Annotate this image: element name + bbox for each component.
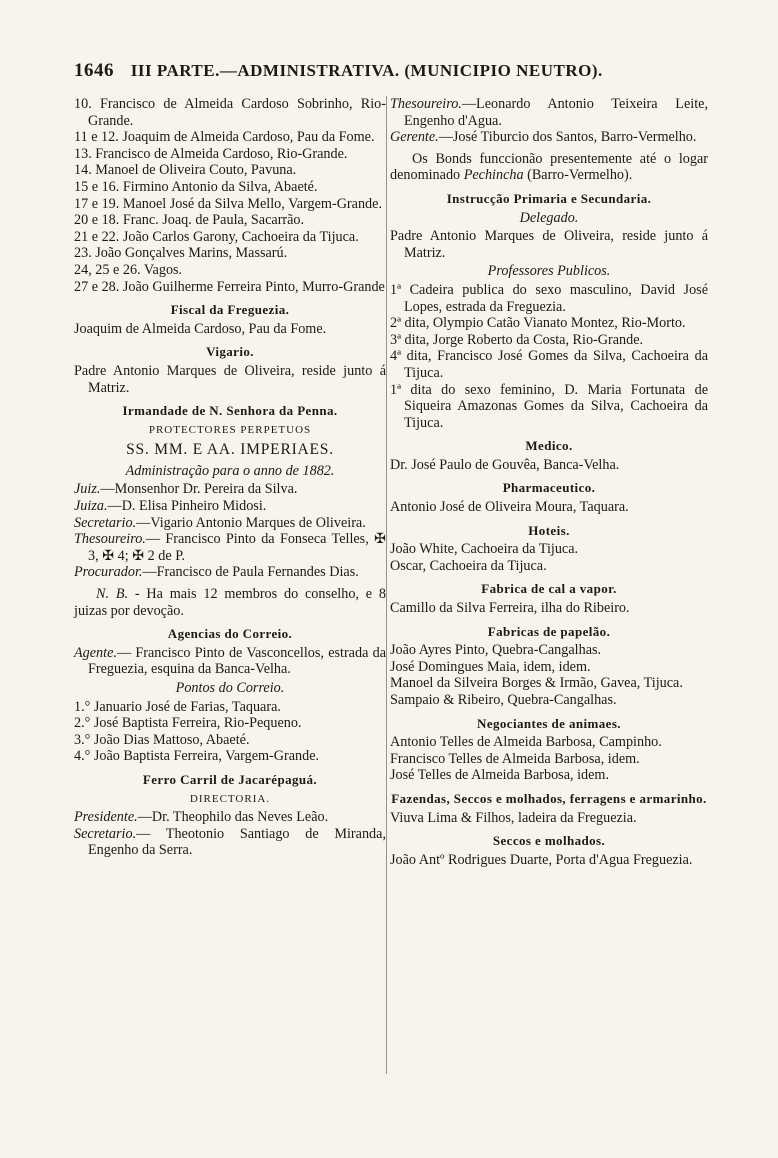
gerente-entry (390, 129, 708, 146)
presidente-label: Presidente. (74, 809, 138, 826)
right-column (390, 96, 708, 868)
protectores-heading: PROTECTORES PERPETUOS (148, 423, 312, 436)
fazendas-heading: Fazendas, Seccos e molhados, ferragens e armarinho. (391, 790, 707, 806)
bonds-note (390, 151, 708, 184)
cal-text: Camillo da Silva Ferreira, ilha do Ribeiro. (390, 600, 630, 617)
papelao-item: Manoel da Silveira Borges & Irmão, Gavea, Tijuca. (390, 675, 683, 692)
professor-item: 2ª dita, Olympio Catão Vianato Montez, Rio-Morto. (390, 315, 686, 332)
thesoureiro-r-entry (390, 96, 708, 129)
list-item: 15 e 16. Firmino Antonio da Silva, Abaeté. (74, 178, 318, 195)
column-divider (386, 96, 387, 1074)
irmandade-heading: Irmandade de N. Senhora da Penna. (122, 403, 338, 419)
seccos-text: João Antº Rodrigues Duarte, Porta d'Agua Freguezia. (390, 851, 693, 868)
ferro-carril-heading: Ferro Carril de Jacarépaguá. (142, 771, 318, 787)
medico-text: Dr. José Paulo de Gouvêa, Banca-Velha. (390, 456, 620, 473)
imperiaes-line: SS. MM. E AA. IMPERIAES. (126, 441, 334, 459)
agente-text: — Francisco Pinto de Vasconcellos, estrada da Freguezia, esquina da Banca-Velha. (88, 644, 386, 678)
secretario2-text: — Theotonio Santiago de Miranda, Engenho da Serra. (88, 825, 386, 859)
procurador-label: Procurador. (74, 564, 143, 581)
fiscal-heading: Fiscal da Freguezia. (170, 302, 290, 318)
list-item: 21 e 22. João Carlos Garony, Cachoeira da Tijuca. (74, 228, 359, 245)
ponto-item: 1.° Januario José de Farias, Taquara. (74, 698, 281, 715)
hoteis-heading: Hoteis. (528, 522, 570, 538)
professor-item: 3ª dita, Jorge Roberto da Costa, Rio-Grande. (390, 331, 644, 348)
animaes-item: Antonio Telles de Almeida Barbosa, Campinho. (390, 734, 662, 751)
medico-heading: Medico. (525, 438, 573, 454)
left-column (74, 96, 386, 859)
vigario-text: Padre Antonio Marques de Oliveira, reside junto á Matriz. (74, 362, 386, 396)
gerente-label: Gerente. (390, 129, 439, 146)
nb-note (74, 586, 386, 619)
agente-entry (74, 645, 386, 678)
papelao-item: João Ayres Pinto, Quebra-Cangalhas. (390, 642, 602, 659)
animaes-item: Francisco Telles de Almeida Barbosa, idem. (390, 750, 640, 767)
pharma-text: Antonio José de Oliveira Moura, Taquara. (390, 499, 629, 516)
instrucao-heading: Instrucção Primaria e Secundaria. (446, 190, 652, 206)
list-item: 10. Francisco de Almeida Cardoso Sobrinho, Rio-Grande. (74, 96, 386, 129)
pontos-heading: Pontos do Correio. (175, 680, 285, 696)
ponto-item: 2.° José Baptista Ferreira, Rio-Pequeno. (74, 715, 302, 732)
animaes-heading: Negociantes de animaes. (477, 715, 621, 731)
page-header (74, 60, 714, 82)
seccos-heading: Seccos e molhados. (492, 833, 606, 849)
juiza-text: —D. Elisa Pinheiro Midosi. (107, 498, 267, 515)
professor-item: 4ª dita, Francisco José Gomes da Silva, Cachoeira da Tijuca. (390, 348, 708, 381)
page-number: 1646 (74, 60, 114, 81)
nb-text: - Ha mais 12 membros do conselho, e 8 juizas por devoção. (74, 586, 386, 619)
list-item: 17 e 19. Manoel José da Silva Mello, Vargem-Grande. (74, 195, 382, 212)
professores-heading: Professores Publicos. (487, 263, 611, 280)
presidente-entry (74, 809, 386, 826)
bonds-end: (Barro-Vermelho). (523, 167, 633, 184)
ponto-item: 4.° João Baptista Ferreira, Vargem-Grande. (74, 748, 320, 765)
professor-item: 1ª Cadeira publica do sexo masculino, David José Lopes, estrada da Freguezia. (390, 281, 708, 315)
cal-heading: Fabrica de cal a vapor. (481, 581, 617, 597)
pharma-heading: Pharmaceutico. (502, 480, 596, 496)
fiscal-text: Joaquim de Almeida Cardoso, Pau da Fome. (74, 320, 327, 337)
juiz-label: Juiz. (74, 481, 101, 498)
secretario2-entry (74, 826, 386, 859)
page-title: III PARTE.—ADMINISTRATIVA. (MUNICIPIO NEUTRO). (130, 61, 603, 80)
agente-label: Agente. (74, 644, 117, 661)
thesoureiro-entry (74, 531, 386, 564)
delegado-text: Padre Antonio Marques de Oliveira, reside junto á Matriz. (390, 228, 708, 261)
list-item: 23. João Gonçalves Marins, Massarú. (74, 245, 288, 262)
secretario2-label: Secretario. (74, 825, 137, 842)
thesoureiro-label: Thesoureiro. (74, 531, 146, 548)
list-item: 11 e 12. Joaquim de Almeida Cardoso, Pau da Fome. (74, 129, 375, 146)
fazendas-text: Viuva Lima & Filhos, ladeira da Freguezia. (390, 809, 637, 826)
procurador-text: —Francisco de Paula Fernandes Dias. (142, 564, 359, 581)
admin-heading: Administração para o anno de 1882. (125, 462, 335, 479)
hotel-item: João White, Cachoeira da Tijuca. (390, 541, 579, 558)
nb-label: N. B. (96, 586, 129, 603)
papelao-heading: Fabricas de papelão. (487, 623, 611, 639)
secretario-entry (74, 515, 386, 532)
papelao-item: José Domingues Maia, idem, idem. (390, 658, 591, 675)
juiza-label: Juiza. (74, 498, 108, 515)
hotel-item: Oscar, Cachoeira da Tijuca. (390, 557, 547, 574)
papelao-item: Sampaio & Ribeiro, Quebra-Cangalhas. (390, 692, 617, 708)
presidente-text: —Dr. Theophilo das Neves Leão. (137, 809, 329, 826)
ponto-item: 3.° João Dias Mattoso, Abaeté. (74, 731, 250, 748)
list-item: 20 e 18. Franc. Joaq. de Paula, Sacarrão. (74, 212, 305, 229)
professor-item: 1ª dita do sexo feminino, D. Maria Fortunata de Siqueira Amazonas Gomes da Silva, Cachoeira da Tijuca. (390, 381, 708, 431)
secretario-text: —Vigario Antonio Marques de Oliveira. (136, 514, 366, 531)
list-item: 24, 25 e 26. Vagos. (74, 261, 183, 278)
juiz-text: —Monsenhor Dr. Pereira da Silva. (100, 481, 298, 498)
list-item: 14. Manoel de Oliveira Couto, Pavuna. (74, 162, 297, 179)
thesoureiro-r-label: Thesoureiro. (390, 96, 462, 112)
juiza-entry (74, 498, 386, 515)
thesoureiro-text: — Francisco Pinto da Fonseca Telles, ✠ 3, ✠ 4; ✠ 2 de P. (88, 531, 386, 564)
bonds-text: Os Bonds funccionão presentemente até o logar denominado (390, 150, 708, 184)
vigario-heading: Vigario. (206, 344, 254, 360)
procurador-entry (74, 564, 386, 581)
directoria-heading: DIRECTORIA. (189, 792, 271, 805)
list-item: 13. Francisco de Almeida Cardoso, Rio-Grande. (74, 145, 348, 162)
gerente-text: —José Tiburcio dos Santos, Barro-Vermelho. (438, 129, 697, 146)
list-item: 27 e 28. João Guilherme Ferreira Pinto, Murro-Grande (74, 278, 385, 295)
secretario-label: Secretario. (74, 514, 137, 531)
juiz-entry (74, 481, 386, 498)
bonds-place: Pechincha (463, 167, 524, 184)
animaes-item: José Telles de Almeida Barbosa, idem. (390, 767, 609, 784)
thesoureiro-r-text: —Leonardo Antonio Teixeira Leite, Engenho d'Agua. (404, 96, 708, 129)
delegado-heading: Delegado. (519, 209, 579, 226)
agencias-heading: Agencias do Correio. (167, 626, 293, 642)
numbered-list (74, 96, 386, 295)
